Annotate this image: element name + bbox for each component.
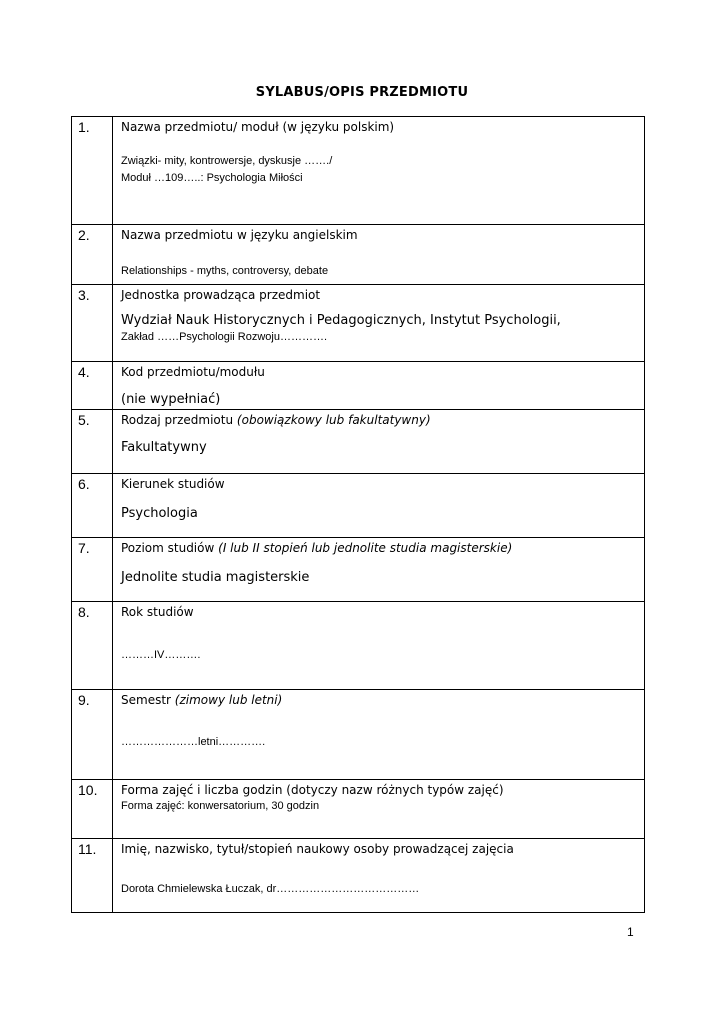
field-value: Dorota Chmielewska Łuczak, dr…………………………………: [121, 883, 420, 895]
row-number: 4.: [72, 362, 113, 410]
page-title: SYLABUS/OPIS PRZEDMIOTU: [255, 85, 469, 100]
row-number: 1.: [72, 117, 113, 225]
table-row: [72, 285, 645, 362]
table-row: [72, 225, 645, 285]
table-row: [72, 474, 645, 538]
row-number: 6.: [72, 474, 113, 538]
syllabus-table: [71, 116, 645, 913]
row-number: 2.: [72, 225, 113, 285]
field-label: Semestr (zimowy lub letni): [121, 693, 283, 707]
field-label: Nazwa przedmiotu w języku angielskim: [121, 228, 358, 242]
field-label: Nazwa przedmiotu/ moduł (w języku polskim): [121, 120, 395, 134]
field-value: Relationships - myths, controversy, debate: [121, 265, 329, 277]
field-value: Zakład ……Psychologii Rozwoju………….: [121, 331, 328, 343]
table-row: [72, 839, 645, 913]
row-number: 7.: [72, 538, 113, 602]
row-number: 9.: [72, 690, 113, 780]
table-row: [72, 602, 645, 690]
table-row: [72, 410, 645, 474]
field-hint: (obowiązkowy lub fakultatywny): [236, 413, 431, 427]
table-row: [72, 117, 645, 225]
row-number: 3.: [72, 285, 113, 362]
field-label: Kod przedmiotu/modułu: [121, 365, 265, 379]
field-value: Psychologia: [121, 506, 198, 521]
row-number: 11.: [72, 839, 113, 913]
row-number: 8.: [72, 602, 113, 690]
field-value: (nie wypełniać): [121, 392, 221, 407]
field-label: Imię, nazwisko, tytuł/stopień naukowy osoby prowadzącej zajęcia: [121, 842, 514, 856]
table-row: [72, 362, 645, 410]
field-hint: (zimowy lub letni): [174, 693, 283, 707]
field-value: Moduł …109…..: Psychologia Miłości: [121, 172, 303, 184]
table-row: [72, 538, 645, 602]
field-value: Fakultatywny: [121, 440, 207, 455]
row-number: 5.: [72, 410, 113, 474]
page-number: 1: [627, 925, 634, 939]
field-label: Poziom studiów (I lub II stopień lub jednolite studia magisterskie): [121, 541, 513, 555]
field-value: …………………letni………….: [121, 736, 266, 748]
field-label: Jednostka prowadząca przedmiot: [121, 288, 321, 302]
table-row: [72, 690, 645, 780]
field-value: Jednolite studia magisterskie: [121, 570, 310, 585]
field-label: Forma zajęć i liczba godzin (dotyczy nazw różnych typów zajęć): [121, 783, 504, 797]
field-value: Związki- mity, kontrowersje, dyskusje ……./: [121, 155, 333, 167]
field-label: Rodzaj przedmiotu (obowiązkowy lub fakultatywny): [121, 413, 431, 427]
field-label: Rok studiów: [121, 605, 194, 619]
table-row: [72, 780, 645, 839]
field-value: Forma zajęć: konwersatorium, 30 godzin: [121, 800, 320, 812]
field-hint: (I lub II stopień lub jednolite studia magisterskie): [218, 541, 513, 555]
row-number: 10.: [72, 780, 113, 839]
field-label: Kierunek studiów: [121, 477, 225, 491]
field-value: ………IV……….: [121, 649, 201, 661]
field-value: Wydział Nauk Historycznych i Pedagogicznych, Instytut Psychologii,: [121, 313, 561, 328]
